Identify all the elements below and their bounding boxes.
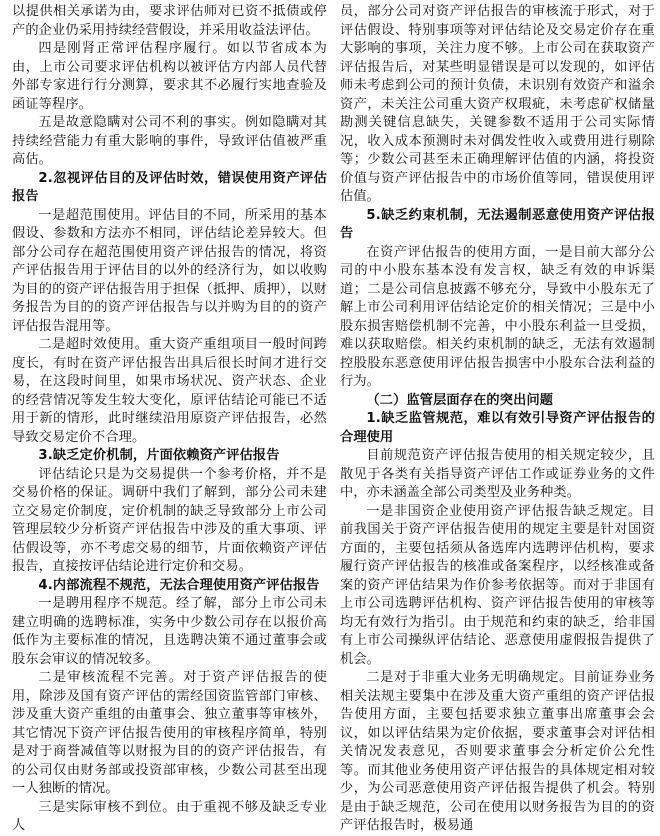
right-text-block: 员，部分公司对资产评估报告的审核流于形式，对于评估假设、特别事项等对评估结论及交易定价存在重大影响的事项，关注力度不够。上市公司在获取资产评估报告后，对某些明显错误是可以发现的，如评估师未考虑到公司的预计负债，未识别有效资产和溢余资产，未关注公司重大资产权瑕疵，未考虑矿权储量勘测关键信息缺失，关键参数不适用于公司实际情况，收入成本预测时未对偶发性收入或费用进行剔除等；少数公司甚至未正确理解评估值的内涵，将投资价值与资产评估报告中的市场价值等同，错误使用评估值。 <box>340 4 655 204</box>
left-text-block: 以提供相关承诺为由，要求评估师对已资不抵债或停产的企业仍采用持续经营假设，并采用收益法评估。 <box>12 4 327 38</box>
right-column <box>340 3 655 836</box>
left-column <box>12 3 327 836</box>
left-text-block: 一是超范围使用。评估目的不同，所采用的基本假设、参数和方法亦不相同，评估结论差异较大。但部分公司存在超范围使用资产评估报告的情况，将资产评估报告用于评估目的以外的经济行为，如以收购为目的的资产评估报告用于担保（抵押、质押），以财务报告为目的的资产评估报告与以并购为目的的资产评估报告混用等。 <box>12 207 327 334</box>
section-heading-3: 3.缺乏定价机制，片面依赖资产评估报告 <box>38 448 280 463</box>
right-text-block: 一是非国资企业使用资产评估报告缺乏规定。目前我国关于资产评估报告使用的规定主要是针对国资方面的，主要包括须从备选库内选聘评估机构，要求履行资产评估报告的核准或备案程序，以经核准或备案的资产评估结果为作价参考依据等。而对于非国有上市公司选聘评估机构、资产评估报告使用的审核等均无有效行为指引。由于规范和约束的缺乏，给非国有上市公司操纵评估结论、恶意使用虚假报告提供了机会。 <box>340 503 655 667</box>
section-heading-1: 1.缺乏监管规范，难以有效引导资产评估报告的合理使用 <box>340 411 655 445</box>
left-text-block: 二是超时效使用。重大资产重组项目一般时间跨度长，有时在资产评估报告出具后很长时间才进行交易，在这段时间里，如果市场状况、资产状态、企业的经营情况等发生较大变化，原评估结论可能已不适用于新的情形，此时继续沿用原资产评估报告，必然导致交易定价不合理。 <box>12 337 327 445</box>
left-text-block: 四是刚肾正常评估程序履行。如以节省成本为由，上市公司要求评估机构以被评估方内部人员代替外部专家进行行分测算，要求其不必履行实地查验及函证等程序。 <box>12 41 327 112</box>
right-text-block: 二是对于非重大业务无明确规定。目前证券业务相关法规主要集中在涉及重大资产重组的资产评估报告使用方面，主要包括要求独立董事出席董事会会议，如以评估结果为定价依据，要求董事会对评估相关情况发表意见，否则要求董事会分析定价公允性等。而其他业务使用资产评估报告的具体规定相对较少，为公司恶意使用资产评估报告提供了机会。特别是由于缺乏规范，公司在使用以财务报告为目的的资产评估报告时，极易通 <box>340 670 655 833</box>
right-text-block: 目前规范资产评估报告使用的相关规定较少，且散见于各类有关指导资产评估工作或证券业务的文件中，亦未涵盖全部公司类型及业务种类。 <box>340 448 655 500</box>
left-text-block: 二是审核流程不完善。对于资产评估报告的使用，除涉及国有资产评估的需经国资监管部门审核、涉及重大资产重组的由董事会、独立董事等审核外，其它情况下资产评估报告使用的审核程序简单，特别是对于商誉减值等以财报为目的的资产评估报告，有的公司仅由财务部或投资部审核，少数公司甚至出现一人独断的情况。 <box>12 670 327 796</box>
left-text-block: 三是实际审核不到位。由于重视不够及缺乏专业人 <box>12 799 327 833</box>
section-heading-4: 4.内部流程不规范，无法合理使用资产评估报告 <box>38 577 320 593</box>
right-text-block: 在资产评估报告的使用方面，一是目前大部分公司的中小股东基本没有发言权，缺乏有效的申诉渠道；二是公司信息披露不够充分，导致中小股东无了解上市公司利用评估结论定价的相关情况；三是中小股东损害赔偿机制不完善，中小股东利益一旦受损，难以获取赔偿。相关约束机制的缺乏，无法有效遏制控股股东恶意使用评估报告损害中小股东合法利益的行为。 <box>340 244 655 389</box>
section-heading-2: 2.忽视评估目的及评估时效，错误使用资产评估报告 <box>12 170 327 204</box>
left-text-block: 评估结论只是为交易提供一个参考价格，并不是交易价格的保证。调研中我们了解到，部分公司未建立交易定价制度，定价机制的缺乏导致部分上市公司管理层较少分析资产评估报告中涉及的重大事项、评估假设等，亦不考虑交易的细节，片面依赖资产评估报告，直接按评估结论进行定价和交易。 <box>12 466 327 574</box>
section-heading-5: 5.缺乏约束机制，无法遏制恶意使用资产评估报告 <box>340 207 655 241</box>
left-text-block: 一是聘用程序不规范。经了解，部分上市公司未建立明确的选聘标准，实务中少数公司存在以报价高低作为主要标准的情况，且选聘决策不通过董事会或股东会审议的情况较多。 <box>12 596 327 667</box>
section-title-regulatory: （二）监管层面存在的突出问题 <box>366 392 554 408</box>
left-text-block: 五是故意隐瞒对公司不利的事实。例如隐瞒对其持续经营能力有重大影响的事件，导致评估值被严重高估。 <box>12 115 327 167</box>
